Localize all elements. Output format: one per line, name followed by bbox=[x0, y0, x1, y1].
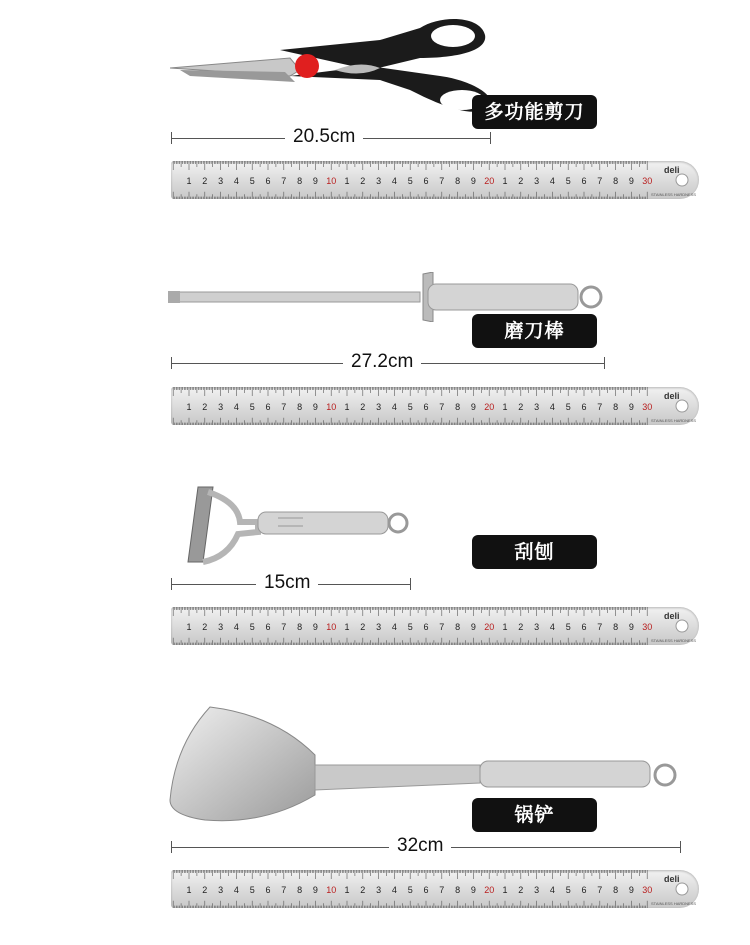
ruler-number: 7 bbox=[439, 622, 445, 632]
ruler-number: 1 bbox=[344, 176, 350, 186]
ruler-number: 1 bbox=[502, 885, 508, 895]
ruler-hole bbox=[676, 400, 688, 412]
ruler-number: 7 bbox=[281, 885, 287, 895]
ruler-number: 6 bbox=[423, 885, 429, 895]
ruler-number: 7 bbox=[281, 402, 287, 412]
ruler-number: 5 bbox=[407, 402, 413, 412]
ruler-number: 2 bbox=[518, 622, 524, 632]
ruler-number: 5 bbox=[565, 622, 571, 632]
ruler-number: 9 bbox=[628, 402, 634, 412]
ruler-number: 8 bbox=[613, 622, 619, 632]
ruler-number: 8 bbox=[455, 885, 461, 895]
peeler-dimension bbox=[171, 574, 411, 594]
ruler-number: 5 bbox=[407, 885, 413, 895]
ruler-number: 1 bbox=[502, 402, 508, 412]
ruler-number: 9 bbox=[470, 622, 476, 632]
ruler-number: 3 bbox=[534, 885, 540, 895]
ruler-brand: deli bbox=[664, 874, 680, 884]
ruler-subtext: STAINLESS HARDNESS bbox=[651, 901, 697, 906]
ruler-number: 7 bbox=[597, 885, 603, 895]
scissors-photo bbox=[170, 10, 500, 130]
ruler-number: 3 bbox=[218, 622, 224, 632]
ruler-number: 9 bbox=[312, 885, 318, 895]
sharpening-steel-dimension bbox=[171, 353, 605, 373]
ruler-number: 9 bbox=[470, 176, 476, 186]
ruler-number: 6 bbox=[423, 176, 429, 186]
ruler-number: 9 bbox=[470, 885, 476, 895]
ruler-number: 1 bbox=[344, 622, 350, 632]
ruler-number: 4 bbox=[549, 402, 555, 412]
ruler-number: 2 bbox=[202, 402, 208, 412]
ruler-number: 1 bbox=[344, 885, 350, 895]
ruler-number: 8 bbox=[297, 885, 303, 895]
ruler-number: 4 bbox=[391, 402, 397, 412]
ruler-brand: deli bbox=[664, 611, 680, 621]
peeler-label: 刮刨 bbox=[472, 535, 597, 569]
ruler-number: 9 bbox=[312, 622, 318, 632]
ruler-number: 6 bbox=[581, 622, 587, 632]
ruler-number: 3 bbox=[218, 402, 224, 412]
ruler-number: 5 bbox=[407, 176, 413, 186]
ruler-number: 4 bbox=[549, 885, 555, 895]
ruler-1 bbox=[171, 161, 699, 199]
ruler-number: 8 bbox=[297, 402, 303, 412]
ruler-number: 2 bbox=[360, 176, 366, 186]
ruler-number: 20 bbox=[484, 402, 495, 412]
ruler-number: 4 bbox=[391, 176, 397, 186]
scissors-label: 多功能剪刀 bbox=[472, 95, 597, 129]
ruler-number: 4 bbox=[233, 402, 239, 412]
ruler-number: 10 bbox=[326, 622, 337, 632]
sharpening-steel-label: 磨刀棒 bbox=[472, 314, 597, 348]
ruler-number: 9 bbox=[312, 176, 318, 186]
spatula-length: 32cm bbox=[389, 835, 451, 857]
ruler-number: 5 bbox=[565, 402, 571, 412]
ruler-number: 5 bbox=[249, 176, 255, 186]
ruler-number: 9 bbox=[470, 402, 476, 412]
ruler-number: 2 bbox=[360, 885, 366, 895]
ruler-number: 30 bbox=[642, 176, 653, 186]
ruler-hole bbox=[676, 174, 688, 186]
ruler-number: 1 bbox=[186, 622, 192, 632]
ruler-number: 3 bbox=[218, 176, 224, 186]
ruler-3 bbox=[171, 607, 699, 645]
ruler-number: 3 bbox=[376, 402, 382, 412]
ruler-number: 10 bbox=[326, 176, 337, 186]
ruler-number: 7 bbox=[439, 885, 445, 895]
spatula-photo bbox=[165, 705, 685, 830]
ruler-number: 4 bbox=[233, 176, 239, 186]
ruler-number: 5 bbox=[249, 622, 255, 632]
ruler-number: 1 bbox=[186, 176, 192, 186]
ruler-number: 2 bbox=[202, 622, 208, 632]
ruler-number: 10 bbox=[326, 885, 337, 895]
ruler-number: 6 bbox=[581, 885, 587, 895]
ruler-number: 6 bbox=[581, 176, 587, 186]
ruler-number: 1 bbox=[186, 402, 192, 412]
ruler-number: 6 bbox=[423, 402, 429, 412]
ruler-number: 4 bbox=[391, 885, 397, 895]
ruler-number: 3 bbox=[376, 176, 382, 186]
spatula-label: 锅铲 bbox=[472, 798, 597, 832]
ruler-number: 8 bbox=[455, 402, 461, 412]
scissors-dimension bbox=[171, 128, 491, 148]
ruler-4 bbox=[171, 870, 699, 908]
ruler-number: 5 bbox=[249, 885, 255, 895]
ruler-number: 3 bbox=[534, 622, 540, 632]
ruler-number: 5 bbox=[565, 885, 571, 895]
ruler-number: 10 bbox=[326, 402, 337, 412]
ruler-number: 2 bbox=[518, 885, 524, 895]
ruler-number: 2 bbox=[202, 176, 208, 186]
ruler-subtext: STAINLESS HARDNESS bbox=[651, 192, 697, 197]
ruler-number: 8 bbox=[613, 402, 619, 412]
ruler-number: 3 bbox=[534, 402, 540, 412]
ruler-number: 2 bbox=[518, 176, 524, 186]
ruler-number: 1 bbox=[502, 176, 508, 186]
ruler-subtext: STAINLESS HARDNESS bbox=[651, 418, 697, 423]
ruler-number: 5 bbox=[565, 176, 571, 186]
ruler-number: 7 bbox=[281, 176, 287, 186]
ruler-hole bbox=[676, 883, 688, 895]
ruler-number: 30 bbox=[642, 402, 653, 412]
ruler-number: 7 bbox=[281, 622, 287, 632]
ruler-number: 6 bbox=[581, 402, 587, 412]
ruler-number: 30 bbox=[642, 885, 653, 895]
ruler-hole bbox=[676, 620, 688, 632]
ruler-number: 2 bbox=[360, 402, 366, 412]
ruler-number: 8 bbox=[455, 176, 461, 186]
ruler-number: 6 bbox=[265, 885, 271, 895]
ruler-number: 3 bbox=[218, 885, 224, 895]
peeler-length: 15cm bbox=[256, 572, 318, 594]
ruler-number: 7 bbox=[439, 402, 445, 412]
sharpening-steel-length: 27.2cm bbox=[343, 351, 421, 373]
ruler-number: 7 bbox=[597, 176, 603, 186]
scissors-length: 20.5cm bbox=[285, 126, 363, 148]
ruler-number: 9 bbox=[628, 885, 634, 895]
ruler-number: 7 bbox=[597, 622, 603, 632]
ruler-number: 1 bbox=[344, 402, 350, 412]
ruler-number: 3 bbox=[376, 885, 382, 895]
ruler-number: 4 bbox=[233, 885, 239, 895]
ruler-number: 7 bbox=[597, 402, 603, 412]
ruler-number: 30 bbox=[642, 622, 653, 632]
ruler-number: 6 bbox=[265, 176, 271, 186]
ruler-2 bbox=[171, 387, 699, 425]
ruler-number: 3 bbox=[534, 176, 540, 186]
ruler-number: 1 bbox=[502, 622, 508, 632]
ruler-number: 4 bbox=[233, 622, 239, 632]
ruler-number: 3 bbox=[376, 622, 382, 632]
ruler-brand: deli bbox=[664, 165, 680, 175]
ruler-number: 6 bbox=[265, 402, 271, 412]
ruler-number: 8 bbox=[613, 885, 619, 895]
ruler-number: 6 bbox=[265, 622, 271, 632]
spatula-dimension bbox=[171, 837, 681, 857]
ruler-number: 8 bbox=[613, 176, 619, 186]
ruler-number: 4 bbox=[549, 622, 555, 632]
ruler-number: 8 bbox=[455, 622, 461, 632]
ruler-number: 2 bbox=[202, 885, 208, 895]
ruler-number: 20 bbox=[484, 622, 495, 632]
ruler-number: 7 bbox=[439, 176, 445, 186]
ruler-number: 5 bbox=[407, 622, 413, 632]
ruler-number: 8 bbox=[297, 622, 303, 632]
ruler-number: 4 bbox=[391, 622, 397, 632]
ruler-number: 6 bbox=[423, 622, 429, 632]
ruler-number: 2 bbox=[518, 402, 524, 412]
ruler-number: 9 bbox=[628, 622, 634, 632]
ruler-number: 20 bbox=[484, 176, 495, 186]
ruler-number: 2 bbox=[360, 622, 366, 632]
ruler-subtext: STAINLESS HARDNESS bbox=[651, 638, 697, 643]
ruler-brand: deli bbox=[664, 391, 680, 401]
ruler-number: 20 bbox=[484, 885, 495, 895]
ruler-number: 9 bbox=[312, 402, 318, 412]
ruler-number: 5 bbox=[249, 402, 255, 412]
peeler-photo bbox=[168, 482, 418, 567]
ruler-number: 4 bbox=[549, 176, 555, 186]
ruler-number: 8 bbox=[297, 176, 303, 186]
ruler-number: 9 bbox=[628, 176, 634, 186]
ruler-number: 1 bbox=[186, 885, 192, 895]
